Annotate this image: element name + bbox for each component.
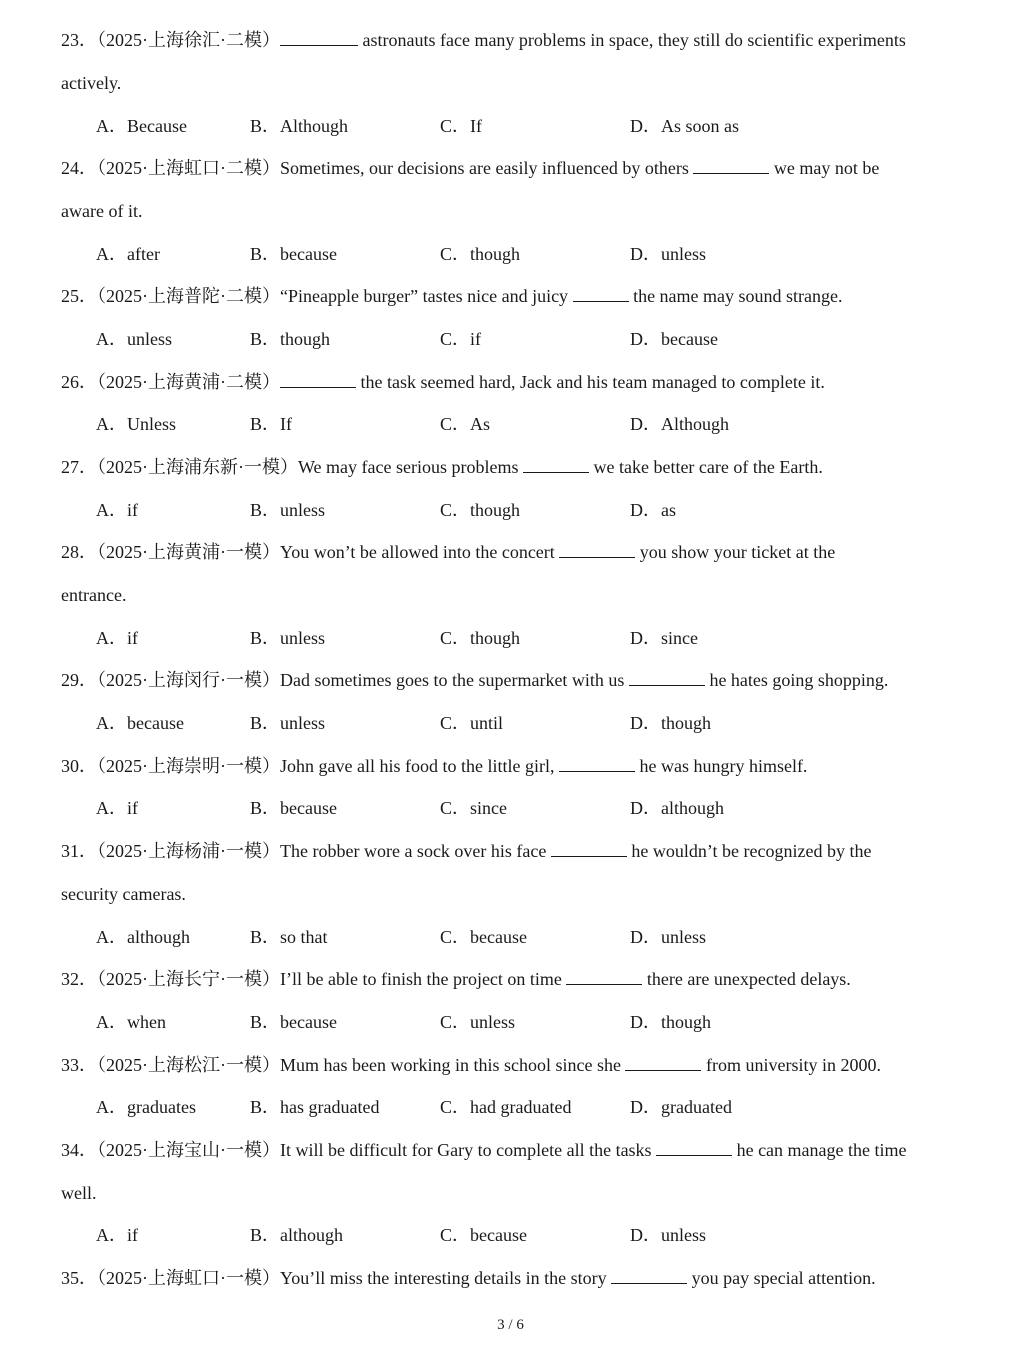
stem-text: astronauts face many problems in space, they still do scientific experiments [358,30,906,50]
answer-blank [629,670,705,686]
question-29-stem [61,669,888,691]
answer-blank [611,1268,687,1284]
stem-text: he can manage the time [732,1140,907,1160]
option-a: A．graduates [96,1097,196,1117]
option-c: C．though [440,244,521,264]
question-number: 25． [61,286,97,306]
question-34-continuation: well. [61,1183,97,1203]
option-d: D．since [630,628,698,648]
answer-blank [693,158,769,174]
option-b: B．Although [250,116,349,136]
question-26-stem [61,371,825,393]
answer-blank [566,969,642,985]
question-source: （2025·上海宝山·一模） [97,1140,280,1160]
stem-text: John gave all his food to the little girl, [280,756,559,776]
option-a: A．after [96,244,160,264]
stem-text: We may face serious problems [298,457,523,477]
stem-text: he hates going shopping. [704,670,889,690]
option-c: C．As [440,414,491,434]
stem-text: you show your ticket at the [635,542,836,562]
option-b: B．although [250,1225,343,1245]
question-source: （2025·上海普陀·二模） [97,286,280,306]
question-source: （2025·上海黄浦·一模） [97,542,280,562]
question-number: 31． [61,841,97,861]
option-a: A．although [96,927,190,947]
option-c: C．because [440,927,527,947]
question-source: （2025·上海虹口·一模） [97,1268,280,1288]
option-b: B．so that [250,927,328,947]
answer-blank [280,372,356,388]
stem-text: You won’t be allowed into the concert [280,542,560,562]
stem-text: Sometimes, our decisions are easily influenced by others [280,158,694,178]
option-a: A．if [96,500,138,520]
option-b: B．because [250,798,337,818]
question-source: （2025·上海黄浦·二模） [97,372,280,392]
stem-text: there are unexpected delays. [642,969,851,989]
option-c: C．though [440,628,521,648]
question-28-continuation: entrance. [61,585,127,605]
question-32-stem [61,968,851,990]
option-c: C．if [440,329,482,349]
question-31-stem [61,840,871,862]
option-d: D．unless [630,927,706,947]
question-number: 30． [61,756,97,776]
question-25-stem [61,285,843,307]
option-d: D．as [630,500,676,520]
question-source: （2025·上海徐汇·二模） [97,30,280,50]
stem-text: he was hungry himself. [634,756,808,776]
question-number: 28． [61,542,97,562]
stem-text: “Pineapple burger” tastes nice and juicy [280,286,573,306]
option-a: A．because [96,713,184,733]
question-number: 24． [61,158,97,178]
option-c: C．though [440,500,521,520]
question-31-continuation: security cameras. [61,884,186,904]
option-b: B．has graduated [250,1097,380,1117]
option-b: B．If [250,414,292,434]
stem-text: you pay special attention. [687,1268,876,1288]
option-a: A．if [96,798,138,818]
stem-text: Mum has been working in this school since she [280,1055,626,1075]
stem-text: Dad sometimes goes to the supermarket with us [280,670,629,690]
option-d: D．Although [630,414,729,434]
question-number: 33． [61,1055,97,1075]
question-source: （2025·上海崇明·一模） [97,756,280,776]
question-source: （2025·上海虹口·二模） [97,158,280,178]
question-number: 26． [61,372,97,392]
question-28-stem [61,541,835,563]
question-27-stem [61,456,823,478]
option-d: D．unless [630,244,706,264]
option-b: B．though [250,329,331,349]
question-30-stem [61,755,807,777]
option-b: B．unless [250,628,326,648]
question-source: （2025·上海长宁·一模） [97,969,280,989]
option-c: C．had graduated [440,1097,572,1117]
question-number: 34． [61,1140,97,1160]
answer-blank [573,286,629,302]
option-a: A．if [96,1225,138,1245]
question-source: （2025·上海松江·一模） [97,1055,280,1075]
option-c: C．until [440,713,504,733]
stem-text: we may not be [769,158,880,178]
stem-text: the task seemed hard, Jack and his team managed to complete it. [356,372,825,392]
answer-blank [559,542,635,558]
question-33-stem [61,1054,881,1076]
option-c: C．unless [440,1012,516,1032]
option-d: D．though [630,713,711,733]
option-a: A．when [96,1012,166,1032]
option-d: D．unless [630,1225,706,1245]
option-d: D．graduated [630,1097,732,1117]
page-number: 3 / 6 [497,1317,524,1333]
option-b: B．because [250,1012,337,1032]
option-b: B．unless [250,500,326,520]
stem-text: It will be difficult for Gary to complete all the tasks [280,1140,657,1160]
answer-blank [523,457,589,473]
answer-blank [625,1055,701,1071]
question-number: 35． [61,1268,97,1288]
stem-text: I’ll be able to finish the project on time [280,969,567,989]
question-24-stem [61,157,879,179]
option-a: A．unless [96,329,172,349]
stem-text: You’ll miss the interesting details in the story [280,1268,612,1288]
question-source: （2025·上海浦东新·一模） [97,457,298,477]
question-number: 32． [61,969,97,989]
stem-text: from university in 2000. [701,1055,881,1075]
answer-blank [551,841,627,857]
question-number: 23． [61,30,97,50]
answer-blank [280,30,358,46]
option-a: A．if [96,628,138,648]
question-23-continuation: actively. [61,73,122,93]
stem-text: he wouldn’t be recognized by the [626,841,872,861]
option-b: B．because [250,244,337,264]
option-d: D．As soon as [630,116,740,136]
question-source: （2025·上海杨浦·一模） [97,841,280,861]
question-23-stem [61,29,906,51]
stem-text: the name may sound strange. [628,286,843,306]
answer-blank [656,1140,732,1156]
option-a: A．Unless [96,414,176,434]
question-24-continuation: aware of it. [61,201,143,221]
question-35-stem [61,1267,876,1289]
question-number: 29． [61,670,97,690]
option-d: D．though [630,1012,711,1032]
option-b: B．unless [250,713,326,733]
option-d: D．because [630,329,718,349]
stem-text: The robber wore a sock over his face [280,841,551,861]
answer-blank [559,756,635,772]
question-source: （2025·上海闵行·一模） [97,670,280,690]
option-c: C．If [440,116,482,136]
stem-text: we take better care of the Earth. [588,457,823,477]
question-34-stem [61,1139,907,1161]
option-a: A．Because [96,116,187,136]
option-c: C．since [440,798,507,818]
option-c: C．because [440,1225,527,1245]
question-number: 27． [61,457,97,477]
option-d: D．although [630,798,724,818]
